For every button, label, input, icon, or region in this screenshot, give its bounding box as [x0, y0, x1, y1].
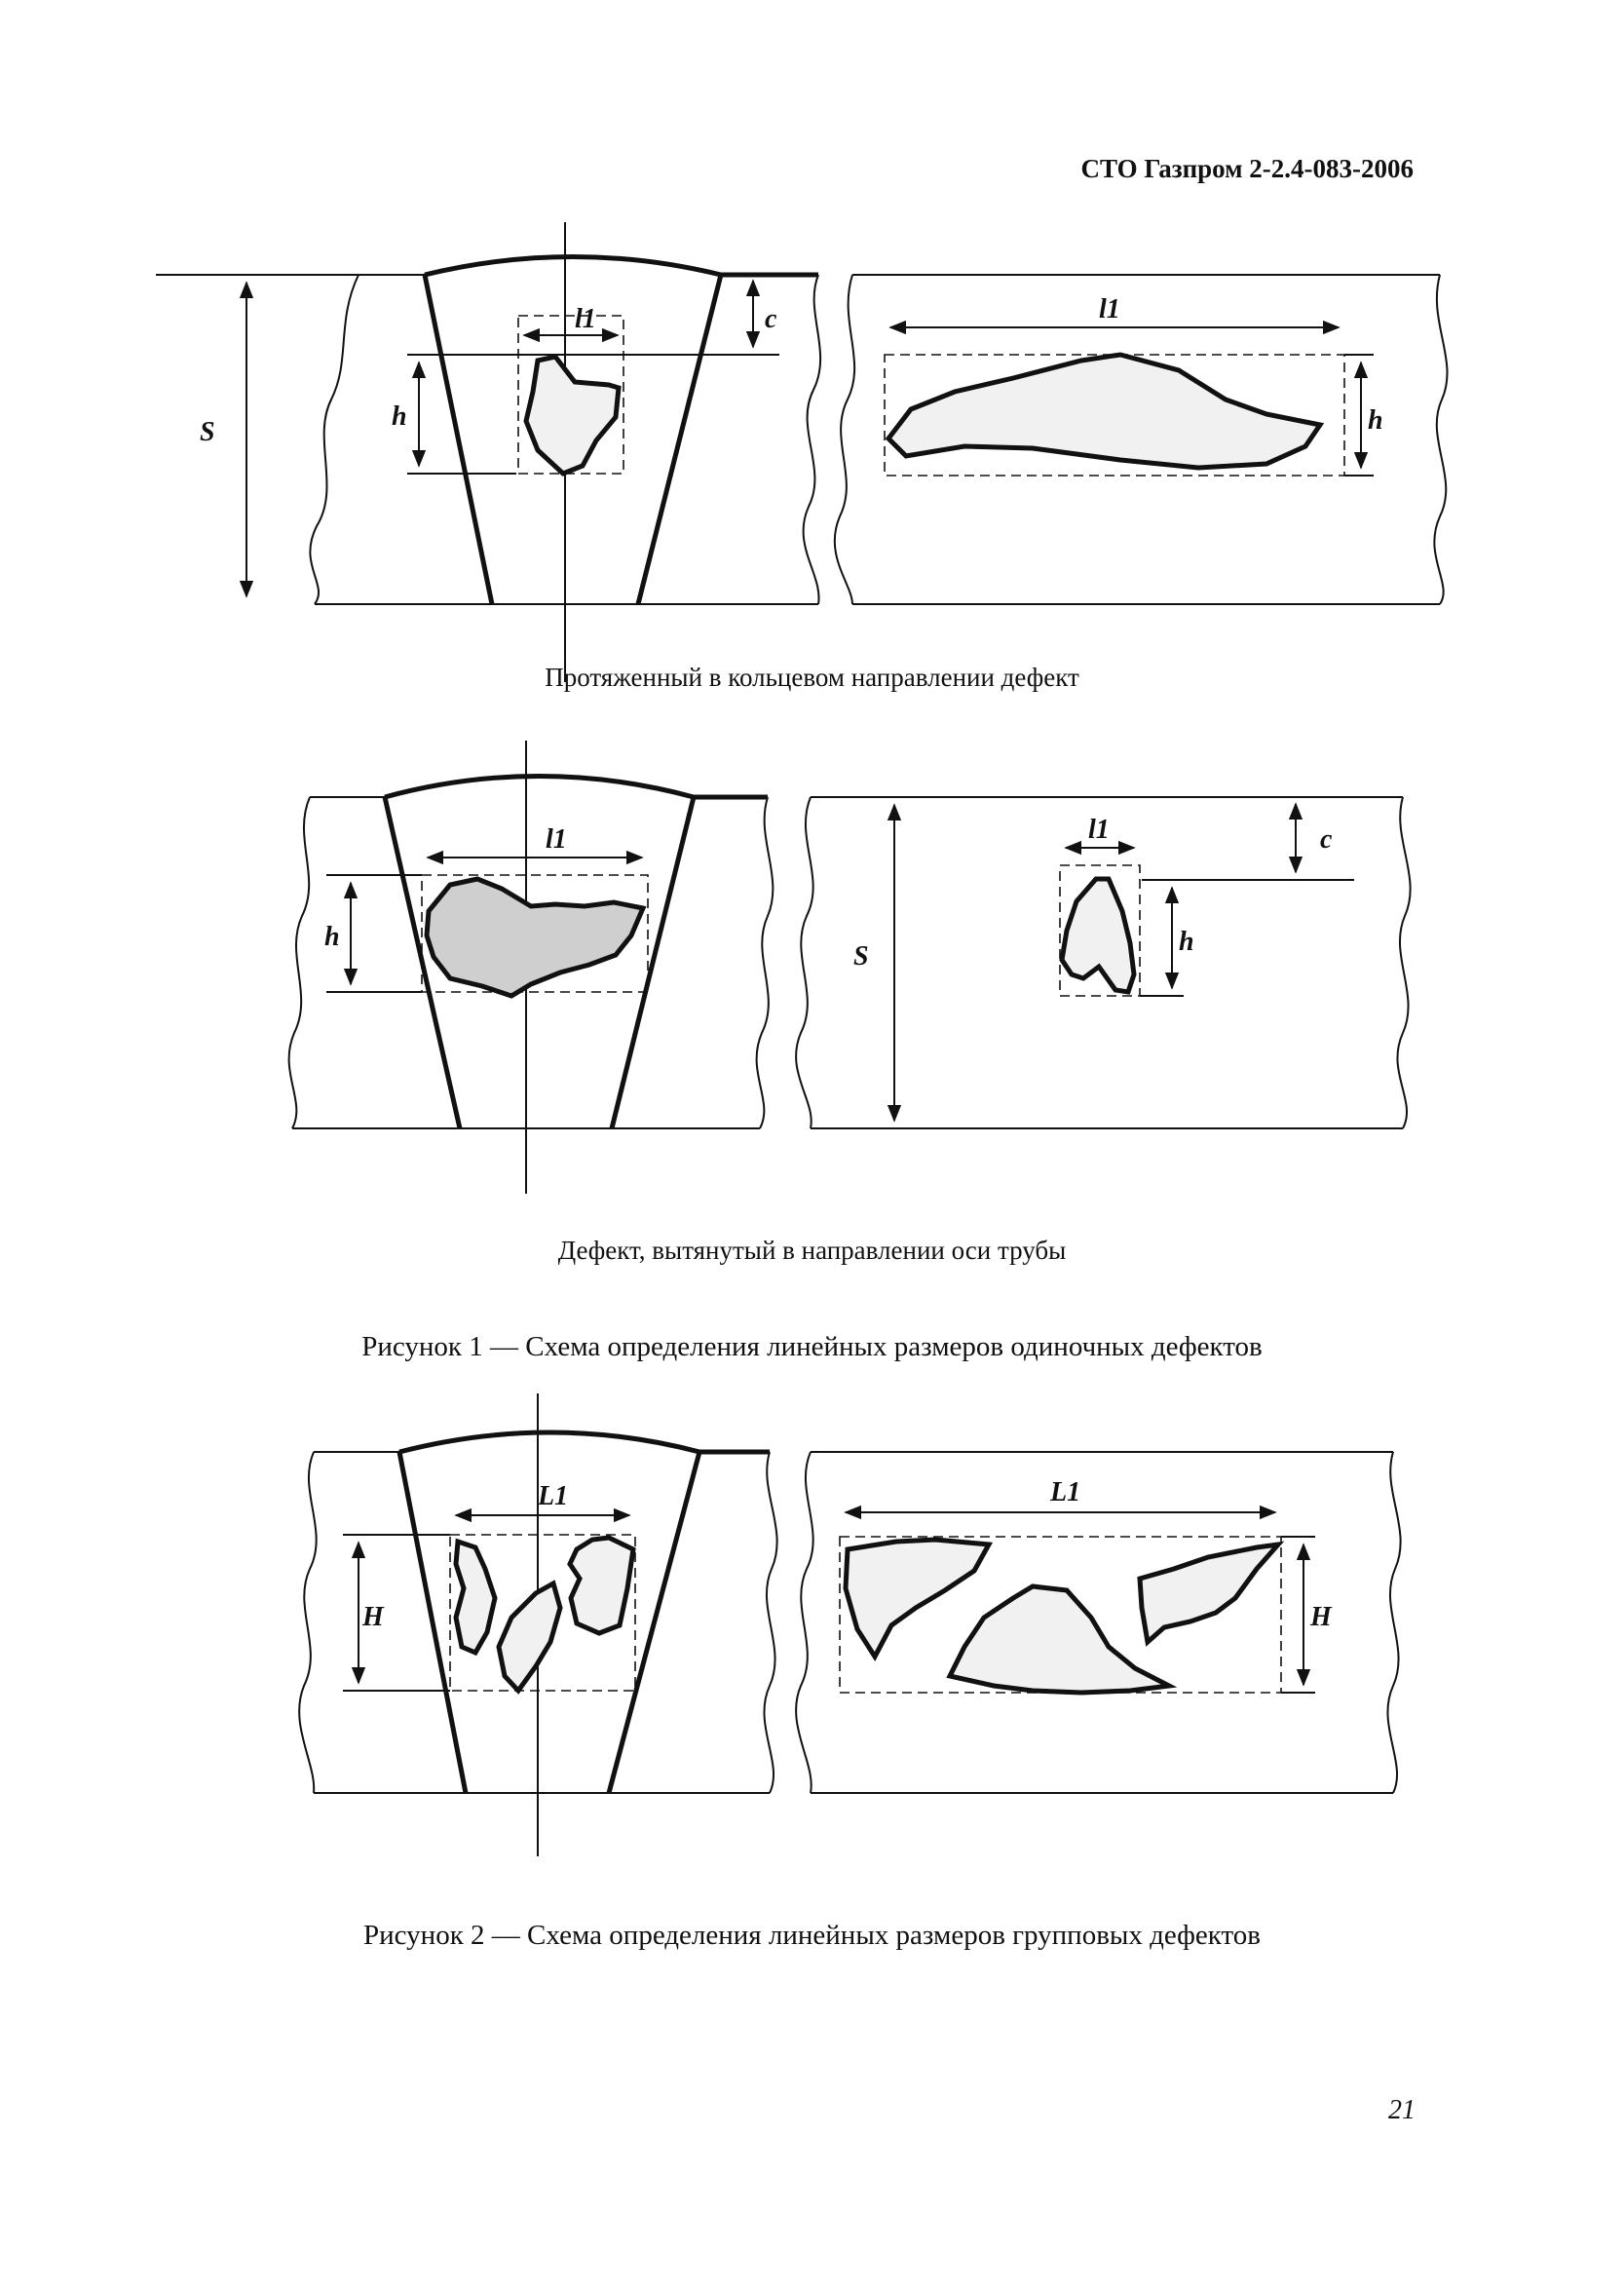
length-label-l1: l1: [575, 304, 596, 334]
group-height-label-H: H: [362, 1602, 384, 1632]
document-code-header: СТО Газпром 2-2.4-083-2006: [1080, 154, 1414, 183]
figure1b-pipe-longitudinal-section: [835, 275, 1448, 604]
height-label-h: h: [392, 401, 407, 432]
figure1a-subcaption: Протяженный в кольцевом направлении дефект: [545, 663, 1079, 692]
figure1b-subcaption: Дефект, вытянутый в направлении оси трубы: [557, 1236, 1067, 1265]
figure1-caption: Рисунок 1 — Схема определения линейных размеров одиночных дефектов: [361, 1331, 1263, 1362]
group-length-label-L1: L1: [538, 1481, 569, 1511]
figure1d-pipe-longitudinal-section: [796, 797, 1411, 1128]
depth-label-c-d: c: [1320, 824, 1333, 855]
depth-label-c: c: [765, 304, 777, 334]
thickness-label-S: S: [200, 417, 215, 447]
length-label-l1-b: l1: [1099, 294, 1120, 324]
figure1a-weld-cross-section: [156, 222, 820, 682]
figure1c-weld-cross-section: [289, 741, 774, 1194]
figure2-caption: Рисунок 2 — Схема определения линейных размеров групповых дефектов: [363, 1920, 1261, 1951]
page-number: 21: [1388, 2095, 1416, 2125]
figure2a-weld-cross-section: [299, 1393, 776, 1856]
length-label-l1-c: l1: [546, 824, 567, 855]
length-label-l1-d: l1: [1088, 815, 1110, 845]
height-label-h-b: h: [1368, 405, 1383, 436]
height-label-h-d: h: [1179, 927, 1194, 957]
thickness-label-S-d: S: [853, 941, 869, 972]
group-height-label-H-b: H: [1310, 1602, 1332, 1632]
height-label-h-c: h: [324, 922, 340, 952]
figure2b-pipe-longitudinal-section: [796, 1452, 1401, 1793]
group-length-label-L1-b: L1: [1050, 1477, 1081, 1507]
